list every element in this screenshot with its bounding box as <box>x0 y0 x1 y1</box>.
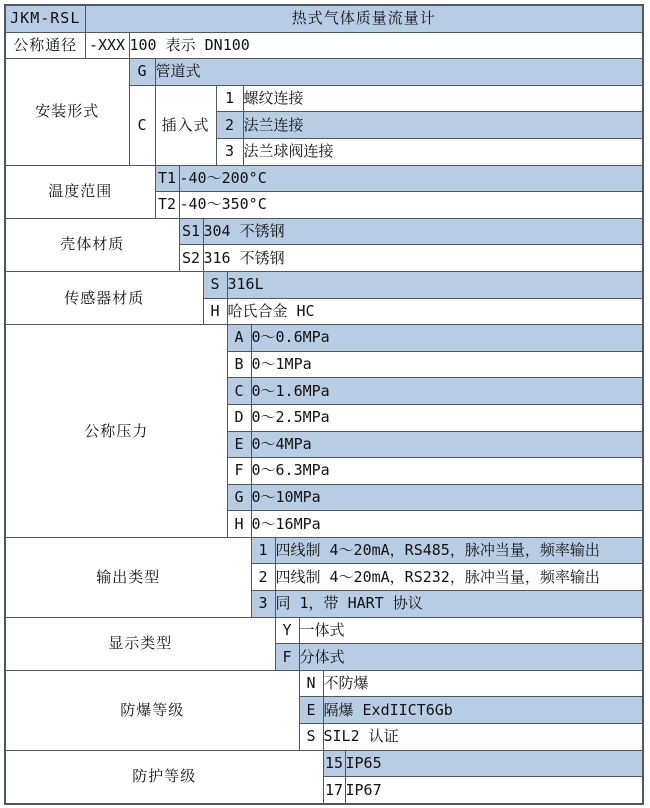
option-value-cell: 100 表示 DN100 <box>129 32 643 59</box>
option-code-cell: 2 <box>251 564 275 591</box>
option-value-cell: 同 1，带 HART 协议 <box>275 591 643 618</box>
option-code-cell: S2 <box>179 245 203 272</box>
option-code-cell: Y <box>275 617 299 644</box>
option-code-cell: G <box>129 59 155 86</box>
section-label-output-type: 输出类型 <box>5 537 251 617</box>
option-value-cell: -40～200°C <box>179 165 643 192</box>
option-code-cell: 2 <box>216 112 243 139</box>
option-code-cell: 15 <box>323 750 345 777</box>
table-row <box>5 750 643 777</box>
option-value-cell: 0～4MPa <box>251 431 643 458</box>
option-value-cell: 分体式 <box>299 644 643 671</box>
option-code-cell: N <box>299 670 323 697</box>
option-code-cell: 3 <box>216 138 243 165</box>
option-value-cell: 法兰连接 <box>243 112 643 139</box>
table-row <box>5 670 643 697</box>
option-value-cell: 螺纹连接 <box>243 85 643 112</box>
option-code-cell: T2 <box>155 192 179 219</box>
option-value-cell: 四线制 4～20mA，RS485，脉冲当量，频率输出 <box>275 537 643 564</box>
option-code-cell: S <box>299 724 323 751</box>
option-value-cell: 0～0.6MPa <box>251 325 643 352</box>
option-value-cell: 不防爆 <box>323 670 643 697</box>
section-label-display-type: 显示类型 <box>5 617 275 670</box>
table-row <box>5 325 643 352</box>
option-value-cell: 隔爆 ExdIICT6Gb <box>323 697 643 724</box>
option-code-cell: E <box>227 431 251 458</box>
product-title-cell: 热式气体质量流量计 <box>85 5 643 32</box>
model-selection-table <box>4 4 644 805</box>
section-label-sensor-material: 传感器材质 <box>5 271 203 324</box>
table-row <box>5 218 643 245</box>
option-value-cell: 0～6.3MPa <box>251 458 643 485</box>
table-row <box>5 165 643 192</box>
option-value-cell: -40～350°C <box>179 192 643 219</box>
option-value-cell: 316L <box>227 271 643 298</box>
option-code-cell: T1 <box>155 165 179 192</box>
sub-label-insertion: 插入式 <box>155 85 216 165</box>
option-code-cell: C <box>227 378 251 405</box>
option-code-cell: F <box>227 458 251 485</box>
section-label-temperature-range: 温度范围 <box>5 165 155 218</box>
option-code-cell: C <box>129 85 155 165</box>
option-value-cell: 0～1MPa <box>251 351 643 378</box>
option-code-cell: -XXX <box>85 32 129 59</box>
section-label-housing-material: 壳体材质 <box>5 218 179 271</box>
section-label-installation: 安装形式 <box>5 59 129 165</box>
table-row <box>5 59 643 86</box>
option-value-cell: 0～10MPa <box>251 484 643 511</box>
section-label-nominal-diameter: 公称通径 <box>5 32 85 59</box>
table-row <box>5 5 643 32</box>
option-code-cell: D <box>227 404 251 431</box>
option-code-cell: H <box>203 298 227 325</box>
option-code-cell: 1 <box>216 85 243 112</box>
section-label-nominal-pressure: 公称压力 <box>5 325 227 538</box>
option-value-cell: 316 不锈钢 <box>203 245 643 272</box>
model-code-cell: JKM-RSL <box>5 5 85 32</box>
table-row <box>5 537 643 564</box>
option-code-cell: A <box>227 325 251 352</box>
option-value-cell: 0～2.5MPa <box>251 404 643 431</box>
option-code-cell: 1 <box>251 537 275 564</box>
table-row <box>5 271 643 298</box>
option-value-cell: IP67 <box>345 777 643 804</box>
option-value-cell: 一体式 <box>299 617 643 644</box>
table-row <box>5 617 643 644</box>
option-value-cell: 0～1.6MPa <box>251 378 643 405</box>
option-code-cell: H <box>227 511 251 538</box>
option-value-cell: 哈氏合金 HC <box>227 298 643 325</box>
option-value-cell: 四线制 4～20mA，RS232，脉冲当量，频率输出 <box>275 564 643 591</box>
option-value-cell: 304 不锈钢 <box>203 218 643 245</box>
option-value-cell: SIL2 认证 <box>323 724 643 751</box>
option-value-cell: IP65 <box>345 750 643 777</box>
option-code-cell: B <box>227 351 251 378</box>
option-value-cell: 法兰球阀连接 <box>243 138 643 165</box>
option-code-cell: 3 <box>251 591 275 618</box>
section-label-protection-class: 防护等级 <box>5 750 323 804</box>
option-code-cell: 17 <box>323 777 345 804</box>
option-code-cell: E <box>299 697 323 724</box>
option-code-cell: S <box>203 271 227 298</box>
option-value-cell: 管道式 <box>155 59 643 86</box>
section-label-explosion-proof: 防爆等级 <box>5 670 299 750</box>
option-value-cell: 0～16MPa <box>251 511 643 538</box>
option-code-cell: F <box>275 644 299 671</box>
table-row <box>5 32 643 59</box>
option-code-cell: G <box>227 484 251 511</box>
option-code-cell: S1 <box>179 218 203 245</box>
